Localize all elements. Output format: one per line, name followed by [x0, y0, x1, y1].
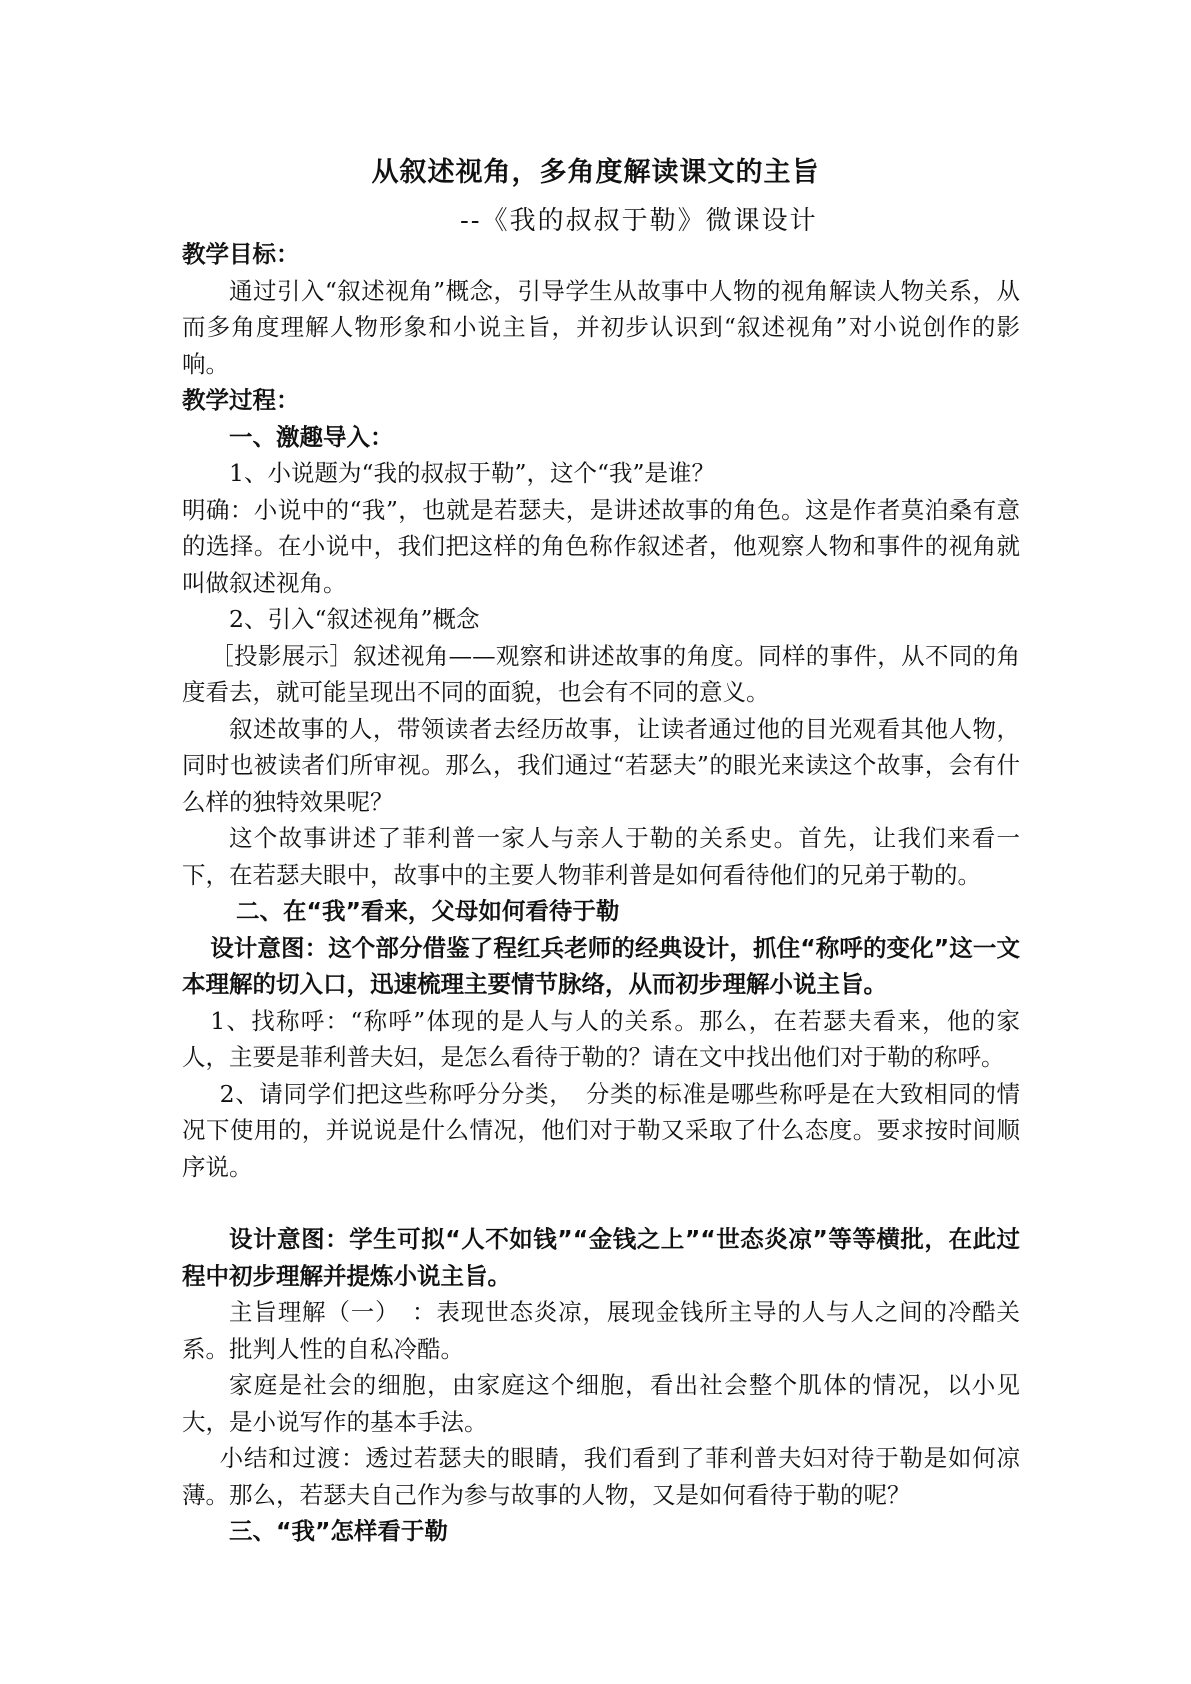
blank-line	[182, 1185, 1020, 1221]
section-2-item-1: 1、找称呼：“称呼”体现的是人与人的关系。那么，在若瑟夫看来，他的家人，主要是菲利普夫妇，是怎么看待于勒的？请在文中找出他们对于勒的称呼。	[182, 1006, 1020, 1071]
section-1-narrator-paragraph: 叙述故事的人，带领读者去经历故事，让读者通过他的目光观看其他人物，同时也被读者们所审视。那么，我们通过“若瑟夫”的眼光来读这个故事，会有什么样的独特效果呢？	[182, 714, 1020, 816]
document-body	[182, 236, 1020, 1550]
heading-teaching-goal: 教学目标：	[182, 240, 300, 268]
section-1-heading: 一、激趣导入：	[229, 422, 394, 451]
section-2-transition: 小结和过渡：透过若瑟夫的眼睛，我们看到了菲利普夫妇对待于勒是如何凉薄。那么，若瑟夫自己作为参与故事的人物，又是如何看待于勒的呢？	[182, 1444, 1020, 1509]
section-2-item-2: 2、请同学们把这些称呼分分类， 分类的标准是哪些称呼是在大致相同的情况下使用的，并说说是什么情况，他们对于勒又采取了什么态度。要求按时间顺序说。	[182, 1079, 1020, 1181]
section-1-projection: ［投影展示］叙述视角——观察和讲述故事的角度。同样的事件，从不同的角度看去，就可能呈现出不同的面貌，也会有不同的意义。	[182, 641, 1020, 706]
section-1-question-1: 1、小说题为“我的叔叔于勒”，这个“我”是谁？	[229, 459, 716, 487]
section-2-theme: 主旨理解（一） ：表现世态炎凉，展现金钱所主导的人与人之间的冷酷关系。批判人性的自私冷酷。	[182, 1298, 1020, 1363]
section-2-design-intent-2: 设计意图：学生可拟“人不如钱”“金钱之上”“世态炎凉”等等横批，在此过程中初步理解并提炼小说主旨。	[182, 1225, 1020, 1290]
section-1-question-2: 2、引入“叙述视角”概念	[229, 605, 480, 633]
document-subtitle: --《我的叔叔于勒》微课设计	[460, 206, 818, 236]
section-1-answer: 明确：小说中的“我”，也就是若瑟夫，是讲述故事的角色。这是作者莫泊桑有意的选择。在小说中，我们把这样的角色称作叙述者，他观察人物和事件的视角就叫做叙述视角。	[182, 495, 1020, 597]
paragraph-teaching-goal: 通过引入“叙述视角”概念，引导学生从故事中人物的视角解读人物关系，从而多角度理解人物形象和小说主旨，并初步认识到“叙述视角”对小说创作的影响。	[182, 276, 1020, 378]
section-2-heading: 二、在“我”看来，父母如何看待于勒	[236, 897, 620, 925]
heading-teaching-process: 教学过程：	[182, 386, 300, 414]
section-1-story-paragraph: 这个故事讲述了菲利普一家人与亲人于勒的关系史。首先，让我们来看一下，在若瑟夫眼中，故事中的主要人物菲利普是如何看待他们的兄弟于勒的。	[182, 824, 1020, 889]
section-2-family-paragraph: 家庭是社会的细胞，由家庭这个细胞，看出社会整个肌体的情况，以小见大，是小说写作的基本手法。	[182, 1371, 1020, 1436]
document-title: 从叙述视角，多角度解读课文的主旨	[371, 157, 820, 188]
section-2-design-intent: 设计意图：这个部分借鉴了程红兵老师的经典设计，抓住“称呼的变化”这一文本理解的切入口，迅速梳理主要情节脉络，从而初步理解小说主旨。	[182, 933, 1020, 998]
section-3-heading: 三、“我”怎样看于勒	[229, 1517, 448, 1545]
